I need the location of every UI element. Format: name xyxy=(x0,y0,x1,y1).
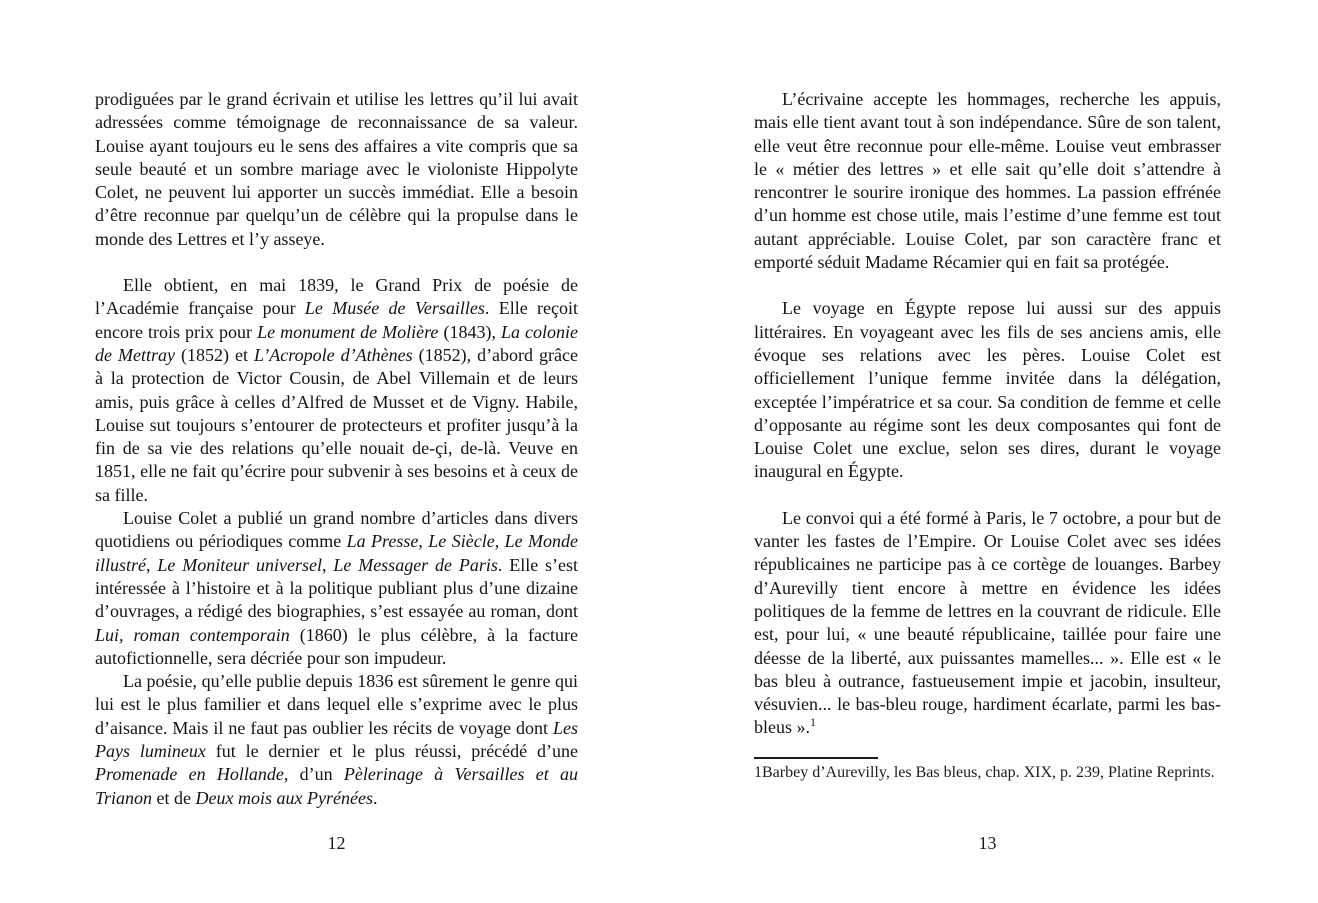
paragraph xyxy=(754,297,1221,483)
left-page xyxy=(95,0,578,903)
left-page-paragraphs xyxy=(95,88,578,810)
left-page-text xyxy=(95,88,578,810)
italic-text-run: Le Messager de Paris xyxy=(333,554,498,575)
right-page-paragraphs xyxy=(754,88,1221,740)
italic-text-run: Les Pays lumineux xyxy=(95,717,578,762)
left-page-number: 12 xyxy=(327,833,346,853)
italic-text-run: L’Acropole d’Athènes xyxy=(253,344,413,365)
text-run: et de xyxy=(152,787,196,808)
footnote-marker: 1 xyxy=(754,763,762,781)
paragraph xyxy=(95,274,578,507)
right-page-number: 13 xyxy=(978,833,997,853)
text-run: fut le dernier et le plus réussi, précédé d’une xyxy=(205,741,579,762)
text-run: (1860) le plus célèbre, à la facture autofictionnelle, sera décriée pour son impudeur. xyxy=(95,624,578,668)
footnote-reference: 1 xyxy=(810,715,816,730)
paragraph xyxy=(95,88,578,251)
italic-text-run: Lui, roman contemporain xyxy=(95,624,290,645)
footnote xyxy=(754,757,1221,783)
italic-text-run: Pèlerinage à Versailles et au Trianon xyxy=(95,764,578,808)
italic-text-run: Le monument de Molière xyxy=(257,321,439,342)
text-run: , xyxy=(322,554,334,575)
text-run: L’écrivaine accepte les hommages, recherche les appuis, mais elle tient avant tout à son indépendance. Sûre de son talent, elle veut être reconnue pour elle-même. Louise veut embrasser le « métier des lettres » et elle sait qu’elle doit s’attendre à rencontrer le sourire ironique des hommes. La passion effrénée d’un homme est chose utile, mais l’estime d’une femme est tout autant appréciable. Louise Colet, par son caractère franc et emporté séduit Madame Récamier qui en fait sa protégée. xyxy=(754,89,1221,273)
italic-text-run: Promenade en Hollande xyxy=(95,764,284,785)
text-run: , xyxy=(494,531,505,552)
paragraph xyxy=(95,507,578,670)
footnote-divider xyxy=(754,757,878,759)
text-run: , d’un xyxy=(283,764,344,785)
text-run: . Elle s’est intéressée à l’histoire et à la politique publiant plus d’une dizaine d’ouvrages, a rédigé des biographies, s’est essayée au roman, dont xyxy=(95,554,579,622)
paragraph xyxy=(754,507,1221,740)
text-run: prodiguées par le grand écrivain et utilise les lettres qu’il lui avait adressées comme témoignage de reconnaissance de sa valeur. Louise ayant toujours eu le sens des affaires a vite compris que sa seule beauté et un sombre mariage avec le violoniste Hippolyte Colet, ne peuvent lui apporter un succès immédiat. Elle a besoin d’être reconnue par quelqu’un de célèbre qui la propulse dans le monde des Lettres et l’y asseye. xyxy=(95,89,578,249)
text-run: . xyxy=(372,787,378,808)
italic-text-run: Le Musée de Versailles xyxy=(304,298,485,319)
text-run: La poésie, qu’elle publie depuis 1836 est sûrement le genre qui lui est le plus familier et dans lequel elle s’exprime avec le plus d’aisance. Mais il ne faut pas oublier les récits de voyage dont xyxy=(95,671,578,738)
text-run: (1843), xyxy=(438,321,501,342)
italic-text-run: La Presse xyxy=(346,531,419,552)
text-run: , xyxy=(146,554,158,575)
text-run: Louise Colet a publié un grand nombre d’articles dans divers quotidiens ou périodiques comme xyxy=(95,508,578,552)
italic-text-run: Le Siècle xyxy=(428,531,495,552)
footnote-body: Barbey d’Aurevilly, les Bas bleus, chap. XIX, p. 239, Platine Reprints. xyxy=(762,763,1215,781)
text-run: (1852) et xyxy=(174,344,254,365)
italic-text-run: La colonie de Mettray xyxy=(95,321,579,365)
paragraph xyxy=(754,88,1221,274)
paragraph xyxy=(95,670,578,810)
right-page-text xyxy=(754,88,1221,783)
text-run: . Elle reçoit encore trois prix pour xyxy=(95,298,578,342)
text-run: Elle obtient, en mai 1839, le Grand Prix de poésie de l’Académie française pour xyxy=(95,275,578,319)
footnote-text xyxy=(754,763,1221,783)
text-run: , xyxy=(418,531,429,552)
italic-text-run: Deux mois aux Pyrénées xyxy=(195,787,373,808)
italic-text-run: Le Monde illustré xyxy=(95,531,579,575)
text-run: Le voyage en Égypte repose lui aussi sur des appuis littéraires. En voyageant avec les fils de ses anciens amis, elle évoque ses relations avec les pères. Louise Colet est officiellement l’unique femme invitée dans la délégation, exceptée l’impératrice et sa cour. Sa condition de femme et celle d’opposante au régime sont les deux composantes qui font de Louise Colet une exclue, selon ses dires, durant le voyage inaugural en Égypte. xyxy=(754,298,1221,482)
text-run: (1852), d’abord grâce à la protection de Victor Cousin, de Abel Villemain et de leurs amis, puis grâce à celles d’Alfred de Musset et de Vigny. Habile, Louise sut toujours s’entourer de protecteurs et profiter jusqu’à la fin de sa vie des relations qu’elle nouait de-çi, de-là. Veuve en 1851, elle ne fait qu’écrire pour subvenir à ses besoins et à ceux de sa fille. xyxy=(95,344,578,505)
right-page xyxy=(754,0,1221,903)
text-run: Le convoi qui a été formé à Paris, le 7 octobre, a pour but de vanter les fastes de l’Empire. Or Louise Colet avec ses idées républicaines ne participe pas à ce cortège de louanges. Barbey d’Aurevilly tient encore à mettre en évidence les idées politiques de la femme de lettres en la couvrant de ridicule. Elle est, pour lui, « une beauté républicaine, taillée pour faire une déesse de la liberté, aux puissantes mamelles... ». Elle est « le bas bleu à outrance, fastueusement impie et jacobin, insulteur, vésuvien... le bas-bleu rouge, hardiment écarlate, parmi les bas-bleus ». xyxy=(754,507,1221,738)
italic-text-run: Le Moniteur universel xyxy=(157,554,323,575)
